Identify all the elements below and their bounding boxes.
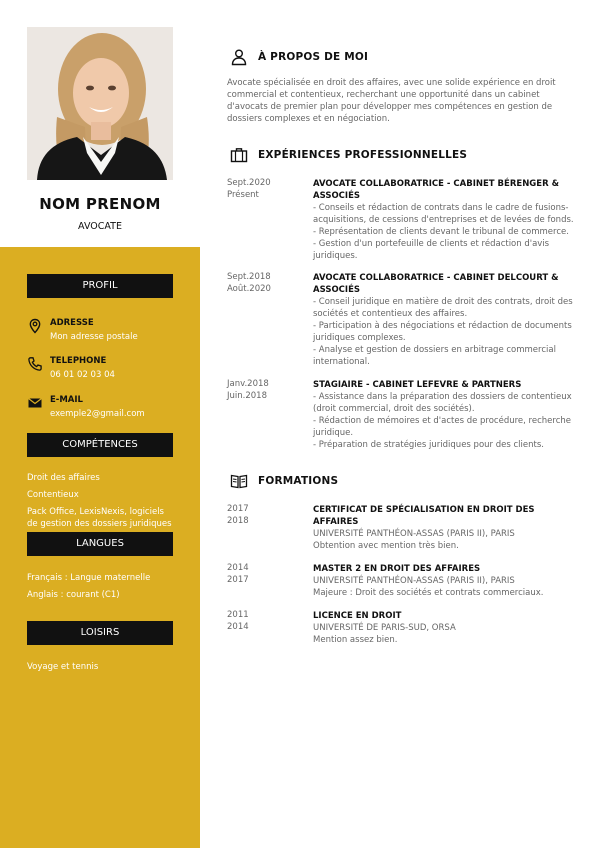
entry-date-end: 2017 [227,575,249,585]
entry-line: - Conseil juridique en matière de droit des contrats, droit des sociétés et contentieux des affaires. [313,297,573,319]
entry-title: MASTER 2 EN DROIT DES AFFAIRES [313,564,481,574]
languages-heading: LANGUES [27,532,173,556]
entry-date-start: 2017 [227,504,249,514]
candidate-name: NOM PRENOM [39,195,161,213]
skills-heading: COMPÉTENCES [27,433,173,457]
entry-line: - Représentation de clients devant le tribunal de commerce. [313,227,569,237]
profile-photo [27,27,173,180]
entry-date-end: Juin.2018 [227,391,267,401]
location-pin-icon [27,318,43,334]
skill-item: Droit des affaires [27,473,100,483]
entry-date-end: Août.2020 [227,284,271,294]
contact-value: Mon adresse postale [50,332,138,342]
person-icon [230,48,248,66]
contact-value: 06 01 02 03 04 [50,370,115,380]
language-item: Anglais : courant (C1) [27,590,120,600]
entry-title: CERTIFICAT DE SPÉCIALISATION EN DROIT DES AFFAIRES [313,505,535,527]
skill-item: Pack Office, LexisNexis, logiciels de gestion des dossiers juridiques [27,507,172,529]
entry-school: UNIVERSITÉ PANTHÉON-ASSAS (PARIS II), PARIS [313,576,515,586]
entry-school: UNIVERSITÉ DE PARIS-SUD, ORSA [313,623,456,633]
sidebar [0,0,200,848]
entry-date-end: 2014 [227,622,249,632]
contact-label: ADRESSE [50,318,94,328]
contact-value: exemple2@gmail.com [50,409,145,419]
entry-note: Obtention avec mention très bien. [313,541,459,551]
phone-icon [27,356,43,372]
email-icon [27,395,43,411]
education-heading: FORMATIONS [258,475,339,487]
contact-label: E-MAIL [50,395,83,405]
entry-date-start: Sept.2018 [227,272,271,282]
entry-note: Mention assez bien. [313,635,398,645]
entry-note: Majeure : Droit des sociétés et contrats commerciaux. [313,588,544,598]
skill-item: Contentieux [27,490,79,500]
book-icon [230,472,248,490]
language-item: Français : Langue maternelle [27,573,151,583]
entry-date-end: Présent [227,190,259,200]
entry-line: - Préparation de stratégies juridiques pour des clients. [313,440,544,450]
hobbies-heading: LOISIRS [27,621,173,645]
entry-line: - Analyse et gestion de dossiers en arbitrage commercial international. [313,345,556,367]
entry-line: - Conseils et rédaction de contrats dans le cadre de fusions-acquisitions, de cessions d'entreprises et de levées de fonds. [313,203,574,225]
entry-line: - Participation à des négociations et rédaction de documents juridiques complexes. [313,321,572,343]
entry-line: - Assistance dans la préparation des dossiers de contentieux (droit commercial, droit des sociétés). [313,392,572,414]
entry-date-start: Janv.2018 [227,379,269,389]
entry-title: AVOCATE COLLABORATRICE - CABINET BÉRENGER & ASSOCIÉS [313,179,560,201]
entry-line: - Gestion d'un portefeuille de clients et rédaction d'avis juridiques. [313,239,550,261]
entry-date-start: Sept.2020 [227,178,271,188]
entry-title: LICENCE EN DROIT [313,611,402,621]
experience-heading: EXPÉRIENCES PROFESSIONNELLES [258,149,468,161]
entry-date-start: 2014 [227,563,249,573]
candidate-job-title: AVOCATE [78,221,122,232]
entry-date-end: 2018 [227,516,249,526]
entry-school: UNIVERSITÉ PANTHÉON-ASSAS (PARIS II), PARIS [313,529,515,539]
profile-heading: PROFIL [27,274,173,298]
entry-line: - Rédaction de mémoires et d'actes de procédure, recherche juridique. [313,416,571,438]
entry-title: STAGIAIRE - CABINET LEFEVRE & PARTNERS [313,380,522,390]
hobby-item: Voyage et tennis [27,662,99,672]
about-heading: À PROPOS DE MOI [258,51,369,63]
entry-title: AVOCATE COLLABORATRICE - CABINET DELCOURT & ASSOCIÉS [313,273,559,295]
contact-label: TELEPHONE [50,356,107,366]
briefcase-icon [230,146,248,164]
about-text: Avocate spécialisée en droit des affaires, avec une solide expérience en droit commercial et contentieux, recherchant une opportunité dans un cabinet d'avocats de premier plan pour développer mes compétences en gestion de dossiers complexes et en négociation. [227,78,556,124]
entry-date-start: 2011 [227,610,249,620]
